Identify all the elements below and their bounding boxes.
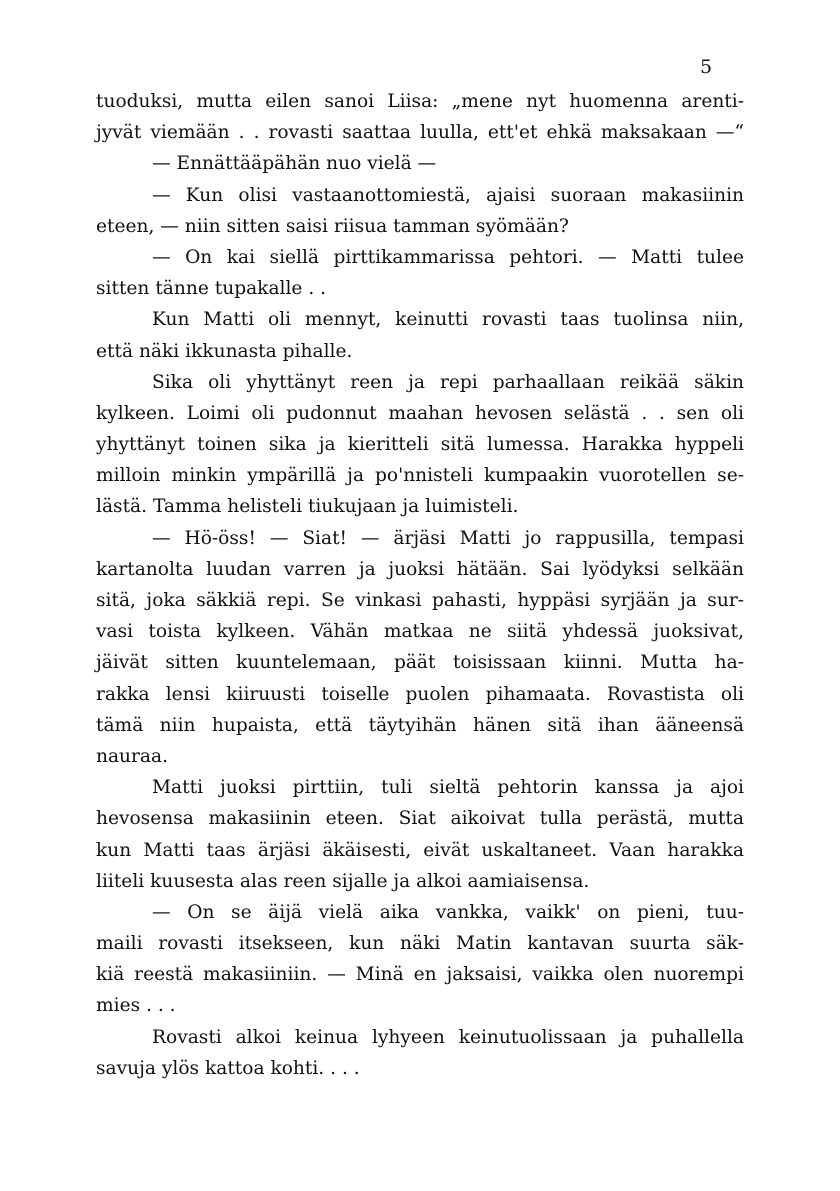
text-line: — Kun olisi vastaanottomiestä, ajaisi suoraan makasiinin [152,184,744,206]
text-line: Rovasti alkoi keinua lyhyeen keinutuolissaan ja puhallella [152,1026,744,1048]
text-line: — On se äijä vielä aika vankka, vaikk' on pieni, tuu- [152,901,744,923]
text-line: maili rovasti itsekseen, kun näki Matin kantavan suurta säk- [96,933,744,955]
page-number: 5 [700,56,713,78]
text-line: jäivät sitten kuuntelemaan, päät toisissaan kiinni. Mutta ha- [96,652,744,674]
text-line: kiä reestä makasiiniin. — Minä en jaksaisi, vaikka olen nuorempi [96,964,744,986]
text-line: tämä niin hupaista, että täytyihän hänen sitä ihan ääneensä [96,714,744,736]
text-line: liiteli kuusesta alas reen sijalle ja alkoi aamiaisensa. [96,870,590,892]
text-line: Kun Matti oli mennyt, keinutti rovasti taas tuolinsa niin, [152,309,744,331]
text-line: mies . . . [96,995,176,1017]
text-line: hevosensa makasiinin eteen. Siat aikoivat tulla perästä, mutta [96,808,744,830]
text-line: kun Matti taas ärjäsi äkäisesti, eivät uskaltaneet. Vaan harakka [96,839,744,861]
text-line: — On kai siellä pirttikammarissa pehtori. — Matti tulee [152,246,744,268]
text-line: Sika oli yhyttänyt reen ja repi parhaallaan reikää säkin [152,371,744,393]
text-line: jyvät viemään . . rovasti saattaa luulla, ett'et ehkä maksakaan —“ [96,122,744,144]
text-line: yhyttänyt toinen sika ja kieritteli sitä lumessa. Harakka hyppeli [96,434,744,456]
text-line: sitten tänne tupakalle . . [96,278,327,300]
text-line: — Hö-öss! — Siat! — ärjäsi Matti jo rappusilla, tempasi [152,527,744,549]
text-line: nauraa. [96,745,169,767]
text-body [96,86,744,1084]
text-line: eteen, — niin sitten saisi riisua tamman syömään? [96,215,569,237]
text-line: kartanolta luudan varren ja juoksi hätään. Sai lyödyksi selkään [96,558,744,580]
text-line: Matti juoksi pirttiin, tuli sieltä pehtorin kanssa ja ajoi [152,777,744,799]
text-line: milloin minkin ympärillä ja po'nnisteli kumpaakin vuorotellen se- [96,465,744,487]
text-line: tuoduksi, mutta eilen sanoi Liisa: „mene nyt huomenna arenti- [96,91,744,112]
text-line: lästä. Tamma helisteli tiukujaan ja luimisteli. [96,496,519,518]
text-line: että näki ikkunasta pihalle. [96,340,353,362]
text-line: savuja ylös kattoa kohti. . . . [96,1057,360,1079]
text-line: kylkeen. Loimi oli pudonnut maahan hevosen selästä . . sen oli [96,402,744,424]
text-line: vasi toista kylkeen. Vähän matkaa ne siitä yhdessä juoksivat, [96,621,744,643]
text-line: — Ennättääpähän nuo vielä — [152,153,437,175]
text-line: rakka lensi kiiruusti toiselle puolen pihamaata. Rovastista oli [96,683,744,705]
text-line: sitä, joka säkkiä repi. Se vinkasi pahasti, hyppäsi syrjään ja sur- [96,590,744,611]
